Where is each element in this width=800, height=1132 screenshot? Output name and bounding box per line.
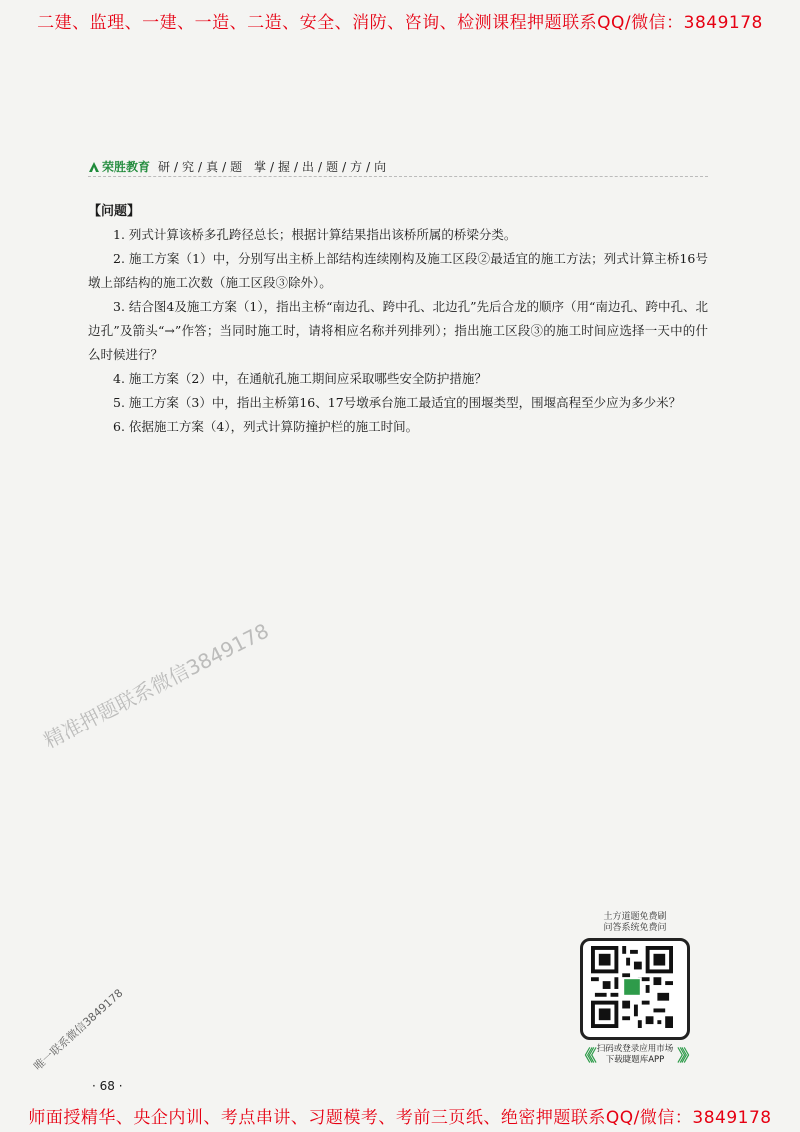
header-slogan: 研/究/真/题 掌/握/出/题/方/向 xyxy=(158,160,391,174)
question-item: 4. 施工方案（2）中，在通航孔施工期间应采取哪些安全防护措施？ xyxy=(113,371,487,386)
qr-caption-line3: 扫码或登录应用市场 xyxy=(596,1044,674,1054)
brand-leaf-icon xyxy=(88,161,100,173)
header-divider xyxy=(88,176,708,177)
page-header xyxy=(88,158,390,175)
watermark-corner: 唯一联系微信3849178 xyxy=(31,986,126,1074)
qr-caption-line1: 土方道题免费刷 xyxy=(603,912,667,922)
questions-title: 【问题】 xyxy=(88,204,141,219)
chevron-left-icon: 《《 xyxy=(576,1045,593,1065)
question-item: 5. 施工方案（3）中，指出主桥第16、17号墩承台施工最适宜的围堰类型，围堰高程至少应为多少米？ xyxy=(113,395,682,410)
qr-code-icon xyxy=(591,946,673,1028)
qr-caption-line4: 下载睫题库APP xyxy=(605,1055,665,1065)
bottom-banner: 师面授精华、央企内训、考点串讲、习题模考、考前三页纸、绝密押题联系QQ/微信：3849178 xyxy=(28,1108,772,1128)
brand-name: 荣胜教育 xyxy=(102,160,151,174)
qr-code-frame[interactable] xyxy=(580,938,690,1040)
watermark-main: 精准押题联系微信3849178 xyxy=(39,618,273,753)
questions-section xyxy=(88,200,708,439)
question-item: 1. 列式计算该桥多孔跨径总长；根据计算结果指出该桥所属的桥梁分类。 xyxy=(113,227,517,242)
qr-promo xyxy=(560,912,710,1066)
page-number: · 68 · xyxy=(92,1079,123,1093)
chevron-right-icon: 》》 xyxy=(677,1045,694,1065)
question-item: 3. 结合图4及施工方案（1），指出主桥“南边孔、跨中孔、北边孔”先后合龙的顺序（用“南边孔、跨中孔、北边孔”及箭头“→”作答；当同时施工时，请将相应名称并列排列）；指出施工区段③的施工时间应选择一天中的什么时候进行？ xyxy=(88,299,708,362)
qr-caption-bottom xyxy=(560,1044,710,1066)
top-banner: 二建、监理、一建、一造、二造、安全、消防、咨询、检测课程押题联系QQ/微信：3849178 xyxy=(37,13,763,33)
question-item: 6. 依据施工方案（4），列式计算防撞护栏的施工时间。 xyxy=(113,419,419,434)
qr-caption-line2: 问答系统免费问 xyxy=(603,923,667,933)
brand-logo xyxy=(88,158,150,175)
question-item: 2. 施工方案（1）中，分别写出主桥上部结构连续刚构及施工区段②最适宜的施工方法；列式计算主桥16号墩上部结构的施工次数（施工区段③除外）。 xyxy=(88,251,708,290)
